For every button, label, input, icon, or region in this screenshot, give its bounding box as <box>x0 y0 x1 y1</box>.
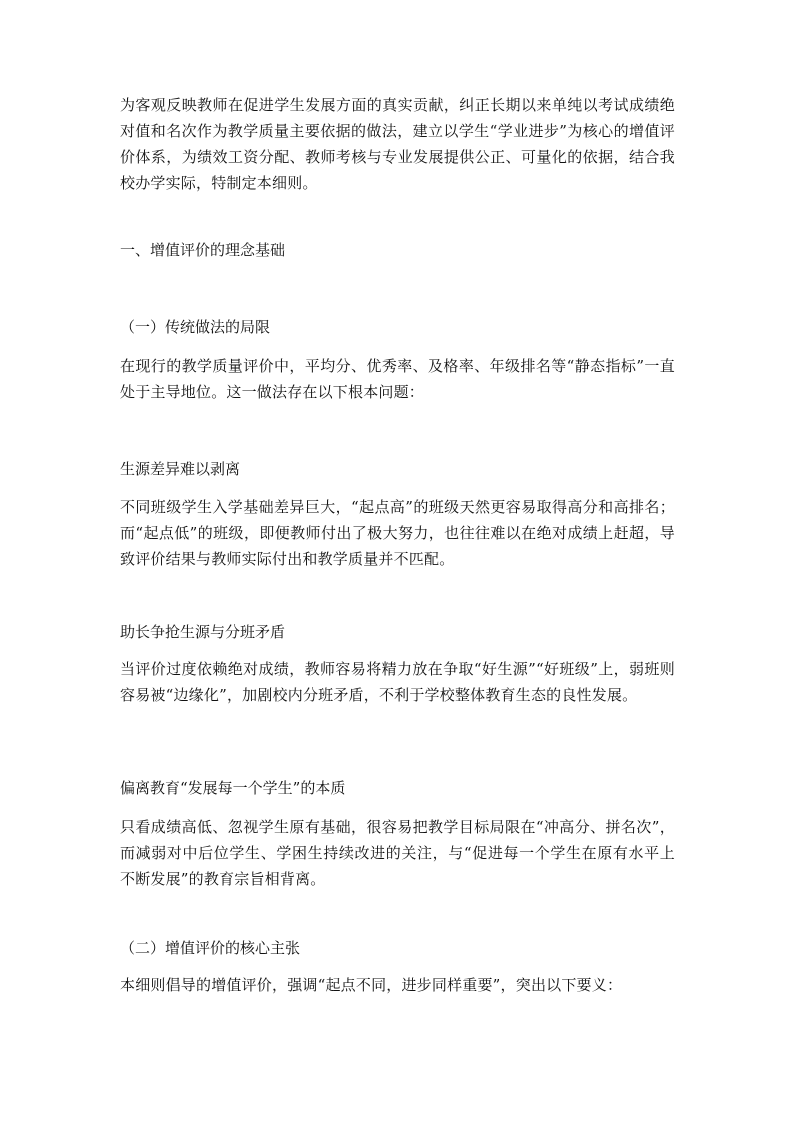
problem-1-body: 不同班级学生入学基础差异巨大，“起点高”的班级天然更容易取得高分和高排名；而“起点低”的班级，即便教师付出了极大努力，也往往难以在绝对成绩上赶超，导致评价结果与教师实际付出和教学质量并不匹配。 <box>120 498 675 568</box>
problem-1-title: 生源差异难以剥离 <box>120 460 241 478</box>
problem-3-body: 只看成绩高低、忽视学生原有基础，很容易把教学目标局限在“冲高分、拼名次”，而减弱对中后位学生、学困生持续改进的关注，与“促进每一个学生在原有水平上不断发展”的教育宗旨相背离。 <box>120 818 675 888</box>
section-1-heading: 一、增值评价的理念基础 <box>120 241 286 259</box>
problem-2-body: 当评价过度依赖绝对成绩，教师容易将精力放在争取“好生源”“好班级”上，弱班则容易被“边缘化”，加剧校内分班矛盾，不利于学校整体教育生态的良性发展。 <box>120 660 675 704</box>
problem-2-title: 助长争抢生源与分班矛盾 <box>120 623 286 641</box>
subsection-1-heading: （一）传统做法的局限 <box>120 318 271 336</box>
problem-3-title: 偏离教育“发展每一个学生”的本质 <box>120 779 346 797</box>
subsection-2-heading: （二）增值评价的核心主张 <box>120 939 301 957</box>
intro-paragraph: 为客观反映教师在促进学生发展方面的真实贡献，纠正长期以来单纯以考试成绩绝对值和名次作为教学质量主要依据的做法，建立以学生“学业进步”为核心的增值评价体系，为绩效工资分配、教师考核与专业发展提供公正、可量化的依据，结合我校办学实际，特制定本细则。 <box>120 96 675 192</box>
subsection-2-paragraph: 本细则倡导的增值评价，强调“起点不同，进步同样重要”，突出以下要义： <box>120 976 623 994</box>
subsection-1-paragraph: 在现行的教学质量评价中，平均分、优秀率、及格率、年级排名等“静态指标”一直处于主导地位。这一做法存在以下根本问题： <box>120 357 675 401</box>
